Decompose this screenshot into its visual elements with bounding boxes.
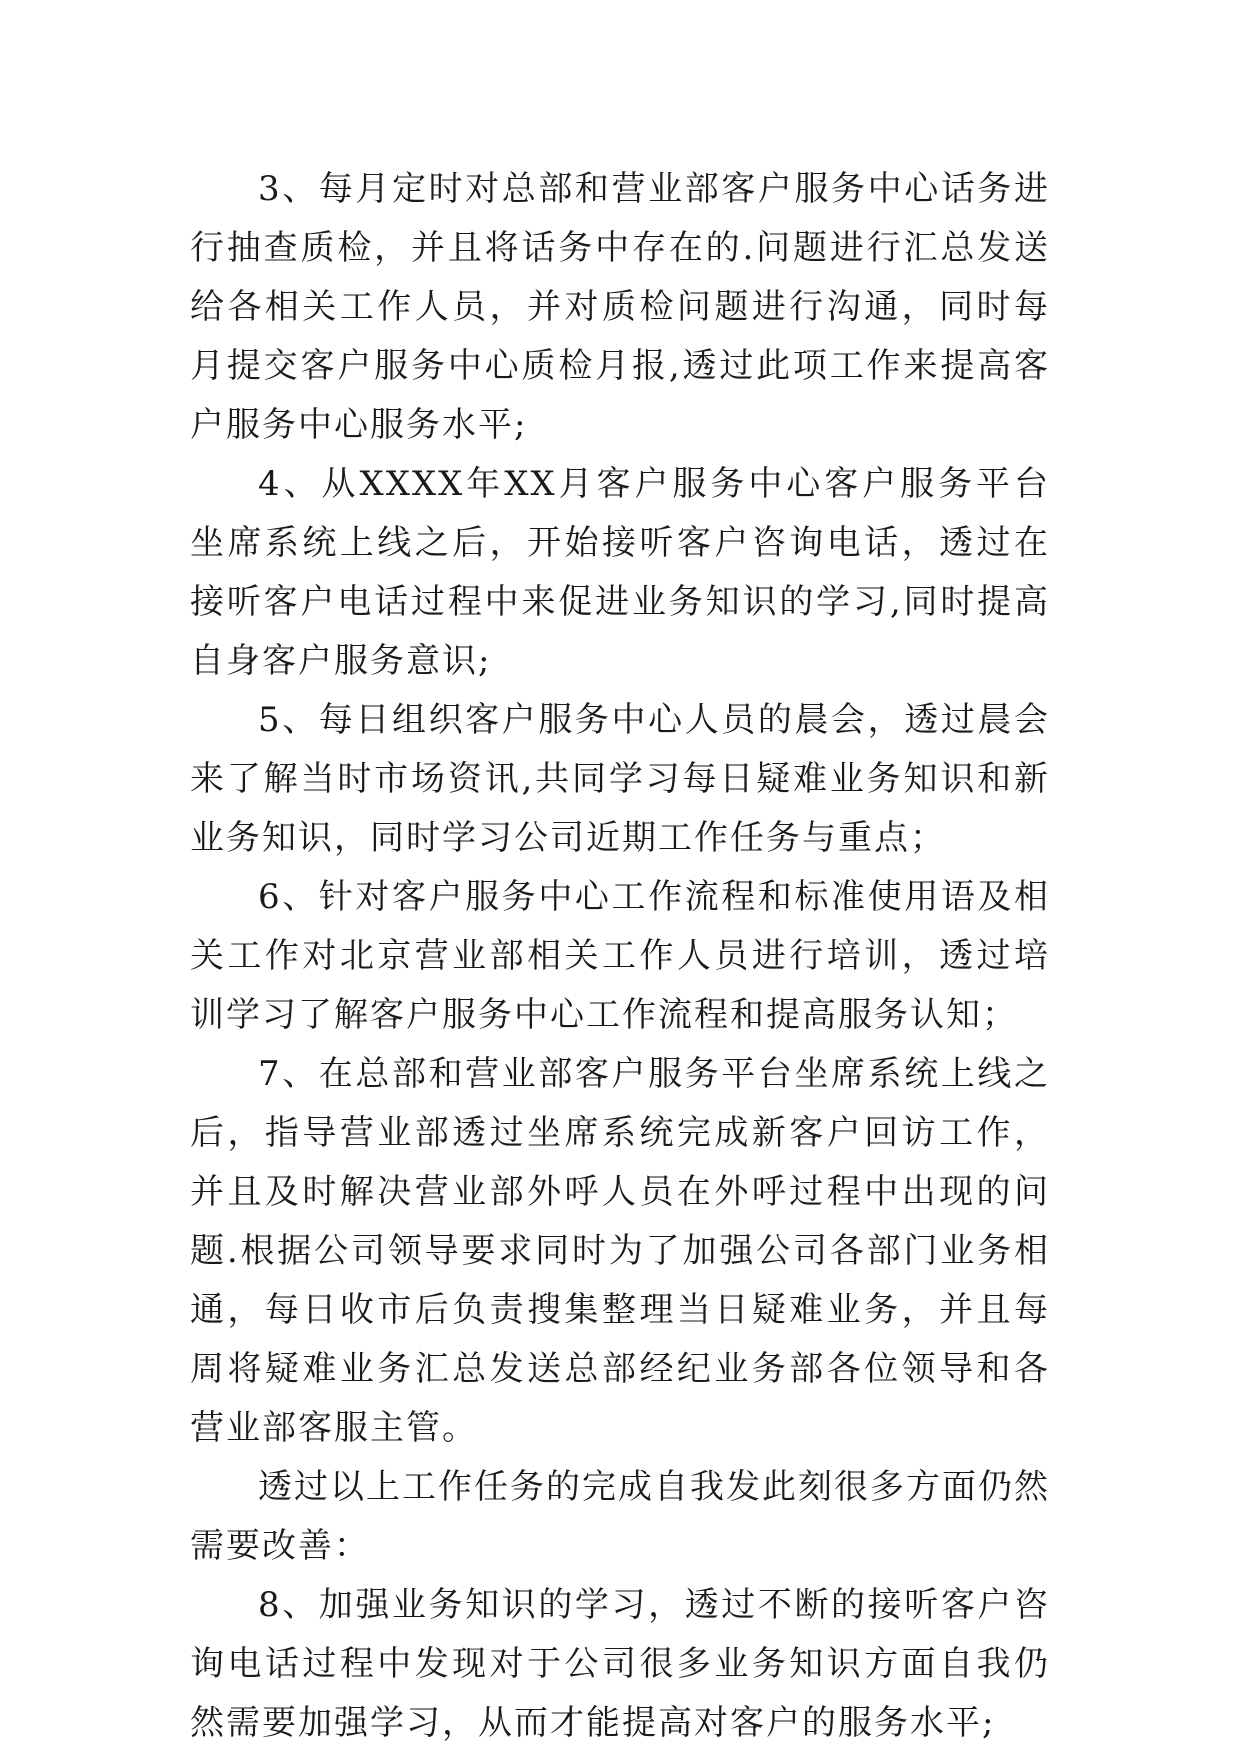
paragraph-item-7: 7、在总部和营业部客户服务平台坐席系统上线之后，指导营业部透过坐席系统完成新客户回访工作，并且及时解决营业部外呼人员在外呼过程中出现的问题.根据公司领导要求同时为了加强公司各部门业务相通，每日收市后负责搜集整理当日疑难业务，并且每周将疑难业务汇总发送总部经纪业务部各位领导和各营业部客服主管。 — [190, 1054, 1050, 1448]
paragraph-item-3: 3、每月定时对总部和营业部客户服务中心话务进行抽查质检，并且将话务中存在的.问题进行汇总发送给各相关工作人员，并对质检问题进行沟通，同时每月提交客户服务中心质检月报,透过此项工作来提高客户服务中心服务水平; — [190, 169, 1050, 445]
paragraph-item-6: 6、针对客户服务中心工作流程和标准使用语及相关工作对北京营业部相关工作人员进行培训，透过培训学习了解客户服务中心工作流程和提高服务认知； — [190, 877, 1050, 1035]
paragraph-item-8: 8、加强业务知识的学习，透过不断的接听客户咨询电话过程中发现对于公司很多业务知识方面自我仍然需要加强学习，从而才能提高对客户的服务水平; — [190, 1585, 1050, 1743]
paragraph-item-5: 5、每日组织客户服务中心人员的晨会，透过晨会来了解当时市场资讯,共同学习每日疑难业务知识和新业务知识，同时学习公司近期工作任务与重点； — [190, 700, 1050, 858]
paragraph-item-4: 4、从XXXX年XX月客户服务中心客户服务平台坐席系统上线之后，开始接听客户咨询电话，透过在接听客户电话过程中来促进业务知识的学习,同时提高自身客户服务意识; — [190, 464, 1050, 681]
paragraph-summary: 透过以上工作任务的完成自我发此刻很多方面仍然需要改善： — [190, 1467, 1050, 1566]
document-body — [190, 160, 1050, 1753]
